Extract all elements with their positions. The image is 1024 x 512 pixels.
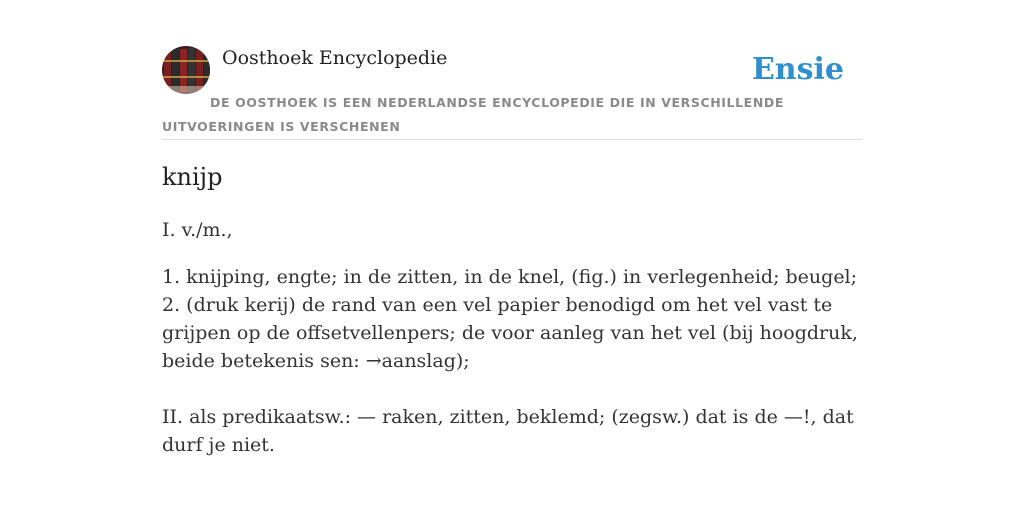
site-tagline: DE OOSTHOEK IS EEN NEDERLANDSE ENCYCLOPEDIE DIE IN VERSCHILLENDE UITVOERINGEN IS VERSCHENEN	[162, 95, 784, 134]
avatar[interactable]	[162, 46, 210, 94]
page-title: knijp	[162, 163, 223, 191]
spacer	[162, 375, 862, 403]
site-name[interactable]: Oosthoek Encyclopedie	[222, 47, 448, 69]
brand-logo[interactable]: Ensie	[751, 52, 844, 87]
part-of-speech: I. v./m.,	[162, 219, 233, 241]
site-header	[162, 46, 862, 140]
book-spines-icon	[162, 46, 210, 94]
entry-content	[162, 216, 862, 459]
sense-2: 2. (druk kerij) de rand van een vel papier benodigd om het vel vast te grijpen op de offsetvellenpers; de voor aanleg van het vel (bij hoogdruk, beide betekenis sen: →aanslag);	[162, 294, 858, 372]
sense-1: 1. knijping, engte; in de zitten, in de knel, (fig.) in verlegenheid; beugel;	[162, 266, 858, 288]
predicative-use: II. als predikaatsw.: — raken, zitten, beklemd; (zegsw.) dat is de —!, dat durf je niet.	[162, 406, 854, 456]
